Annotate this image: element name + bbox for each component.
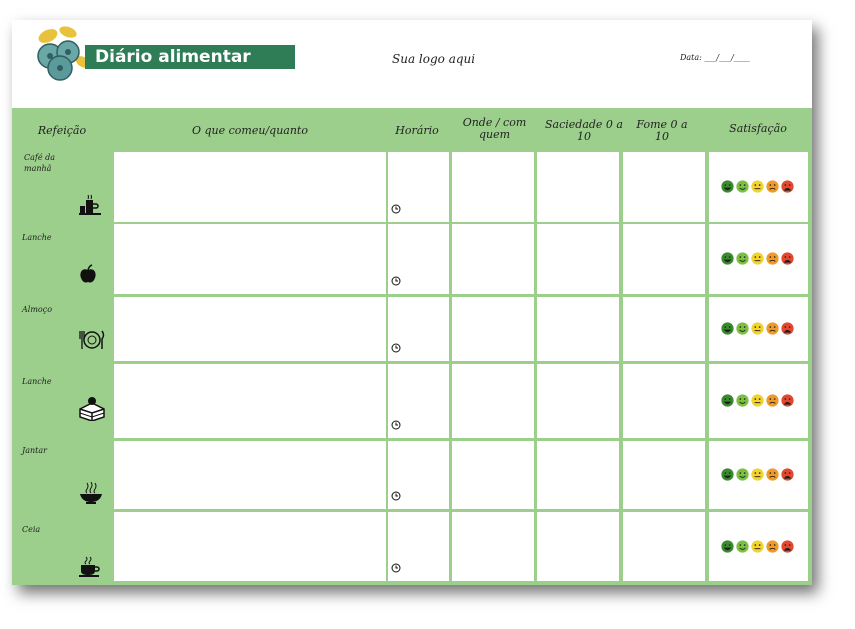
clock-icon (391, 271, 401, 290)
soup-bowl-icon (78, 480, 104, 508)
satisfaction-faces (721, 322, 794, 335)
very-sad-face-icon[interactable] (781, 540, 794, 553)
satisfaction-faces (721, 252, 794, 265)
entry-cell-onde[interactable] (452, 512, 534, 581)
date-field[interactable]: Data: ___/___/____ (680, 53, 750, 62)
sad-face-icon[interactable] (766, 322, 779, 335)
entry-cell-horario[interactable] (388, 441, 449, 509)
very-happy-face-icon[interactable] (721, 468, 734, 481)
header-saciedade: Saciedade 0 a 10 (545, 118, 623, 143)
clock-icon (391, 415, 401, 434)
happy-face-icon[interactable] (736, 540, 749, 553)
entry-cell-saciedade[interactable] (537, 512, 619, 581)
neutral-face-icon[interactable] (751, 468, 764, 481)
entry-cell-horario[interactable] (388, 364, 449, 438)
entry-cell-fome[interactable] (623, 152, 705, 222)
satisfaction-faces (721, 468, 794, 481)
entry-cell-oque[interactable] (114, 364, 386, 438)
entry-cell-horario[interactable] (388, 512, 449, 581)
plate-cutlery-icon (78, 329, 106, 355)
happy-face-icon[interactable] (736, 394, 749, 407)
meal-label-0: Café da manhã (24, 153, 56, 173)
entry-cell-fome[interactable] (623, 297, 705, 361)
meal-label-3: Lanche (22, 377, 52, 386)
entry-cell-saciedade[interactable] (537, 441, 619, 509)
entry-cell-satisfacao[interactable] (709, 152, 808, 222)
entry-cell-horario[interactable] (388, 224, 449, 294)
entry-cell-oque[interactable] (114, 441, 386, 509)
entry-cell-oque[interactable] (114, 152, 386, 222)
neutral-face-icon[interactable] (751, 252, 764, 265)
neutral-face-icon[interactable] (751, 322, 764, 335)
entry-cell-satisfacao[interactable] (709, 441, 808, 509)
happy-face-icon[interactable] (736, 322, 749, 335)
entry-cell-fome[interactable] (623, 224, 705, 294)
meal-label-4: Jantar (22, 446, 47, 455)
sad-face-icon[interactable] (766, 394, 779, 407)
entry-cell-onde[interactable] (452, 364, 534, 438)
very-happy-face-icon[interactable] (721, 540, 734, 553)
cake-icon (78, 395, 106, 425)
sad-face-icon[interactable] (766, 180, 779, 193)
entry-cell-onde[interactable] (452, 152, 534, 222)
entry-cell-satisfacao[interactable] (709, 224, 808, 294)
very-happy-face-icon[interactable] (721, 252, 734, 265)
entry-cell-fome[interactable] (623, 441, 705, 509)
entry-cell-satisfacao[interactable] (709, 512, 808, 581)
header-satisfacao: Satisfação (729, 122, 787, 135)
sad-face-icon[interactable] (766, 540, 779, 553)
meal-label-5: Ceia (22, 525, 41, 534)
clock-icon (391, 558, 401, 577)
entry-cell-saciedade[interactable] (537, 152, 619, 222)
entry-cell-fome[interactable] (623, 512, 705, 581)
entry-cell-satisfacao[interactable] (709, 297, 808, 361)
satisfaction-faces (721, 180, 794, 193)
very-sad-face-icon[interactable] (781, 252, 794, 265)
logo-placeholder-text: Sua logo aqui (392, 52, 476, 66)
very-happy-face-icon[interactable] (721, 322, 734, 335)
header-refeicao: Refeição (37, 124, 87, 137)
header-fome: Fome 0 a 10 (636, 118, 688, 143)
clock-icon (391, 338, 401, 357)
entry-cell-oque[interactable] (114, 297, 386, 361)
entry-cell-onde[interactable] (452, 297, 534, 361)
header-o-que-comeu: O que comeu/quanto (192, 124, 308, 137)
food-diary-table (12, 108, 812, 585)
meal-label-2: Almoço (22, 305, 53, 314)
very-sad-face-icon[interactable] (781, 180, 794, 193)
breakfast-icon (78, 192, 102, 220)
sad-face-icon[interactable] (766, 468, 779, 481)
entry-cell-fome[interactable] (623, 364, 705, 438)
sad-face-icon[interactable] (766, 252, 779, 265)
entry-cell-saciedade[interactable] (537, 297, 619, 361)
happy-face-icon[interactable] (736, 252, 749, 265)
apple-icon (78, 264, 98, 288)
happy-face-icon[interactable] (736, 468, 749, 481)
entry-cell-onde[interactable] (452, 224, 534, 294)
very-sad-face-icon[interactable] (781, 394, 794, 407)
entry-cell-horario[interactable] (388, 152, 449, 222)
entry-cell-satisfacao[interactable] (709, 364, 808, 438)
neutral-face-icon[interactable] (751, 180, 764, 193)
very-sad-face-icon[interactable] (781, 468, 794, 481)
very-happy-face-icon[interactable] (721, 180, 734, 193)
happy-face-icon[interactable] (736, 180, 749, 193)
satisfaction-faces (721, 540, 794, 553)
clock-icon (391, 486, 401, 505)
entry-cell-oque[interactable] (114, 512, 386, 581)
diary-title: Diário alimentar (85, 45, 295, 69)
meal-label-1: Lanche (22, 233, 52, 242)
header-onde: Onde / com quem (462, 116, 527, 141)
satisfaction-faces (721, 394, 794, 407)
neutral-face-icon[interactable] (751, 394, 764, 407)
neutral-face-icon[interactable] (751, 540, 764, 553)
clock-icon (391, 199, 401, 218)
very-happy-face-icon[interactable] (721, 394, 734, 407)
entry-cell-saciedade[interactable] (537, 224, 619, 294)
entry-cell-onde[interactable] (452, 441, 534, 509)
tea-cup-icon (78, 556, 102, 582)
entry-cell-oque[interactable] (114, 224, 386, 294)
entry-cell-horario[interactable] (388, 297, 449, 361)
blueberries-logo-icon (28, 22, 90, 82)
entry-cell-saciedade[interactable] (537, 364, 619, 438)
very-sad-face-icon[interactable] (781, 322, 794, 335)
header-horario: Horário (395, 124, 439, 137)
